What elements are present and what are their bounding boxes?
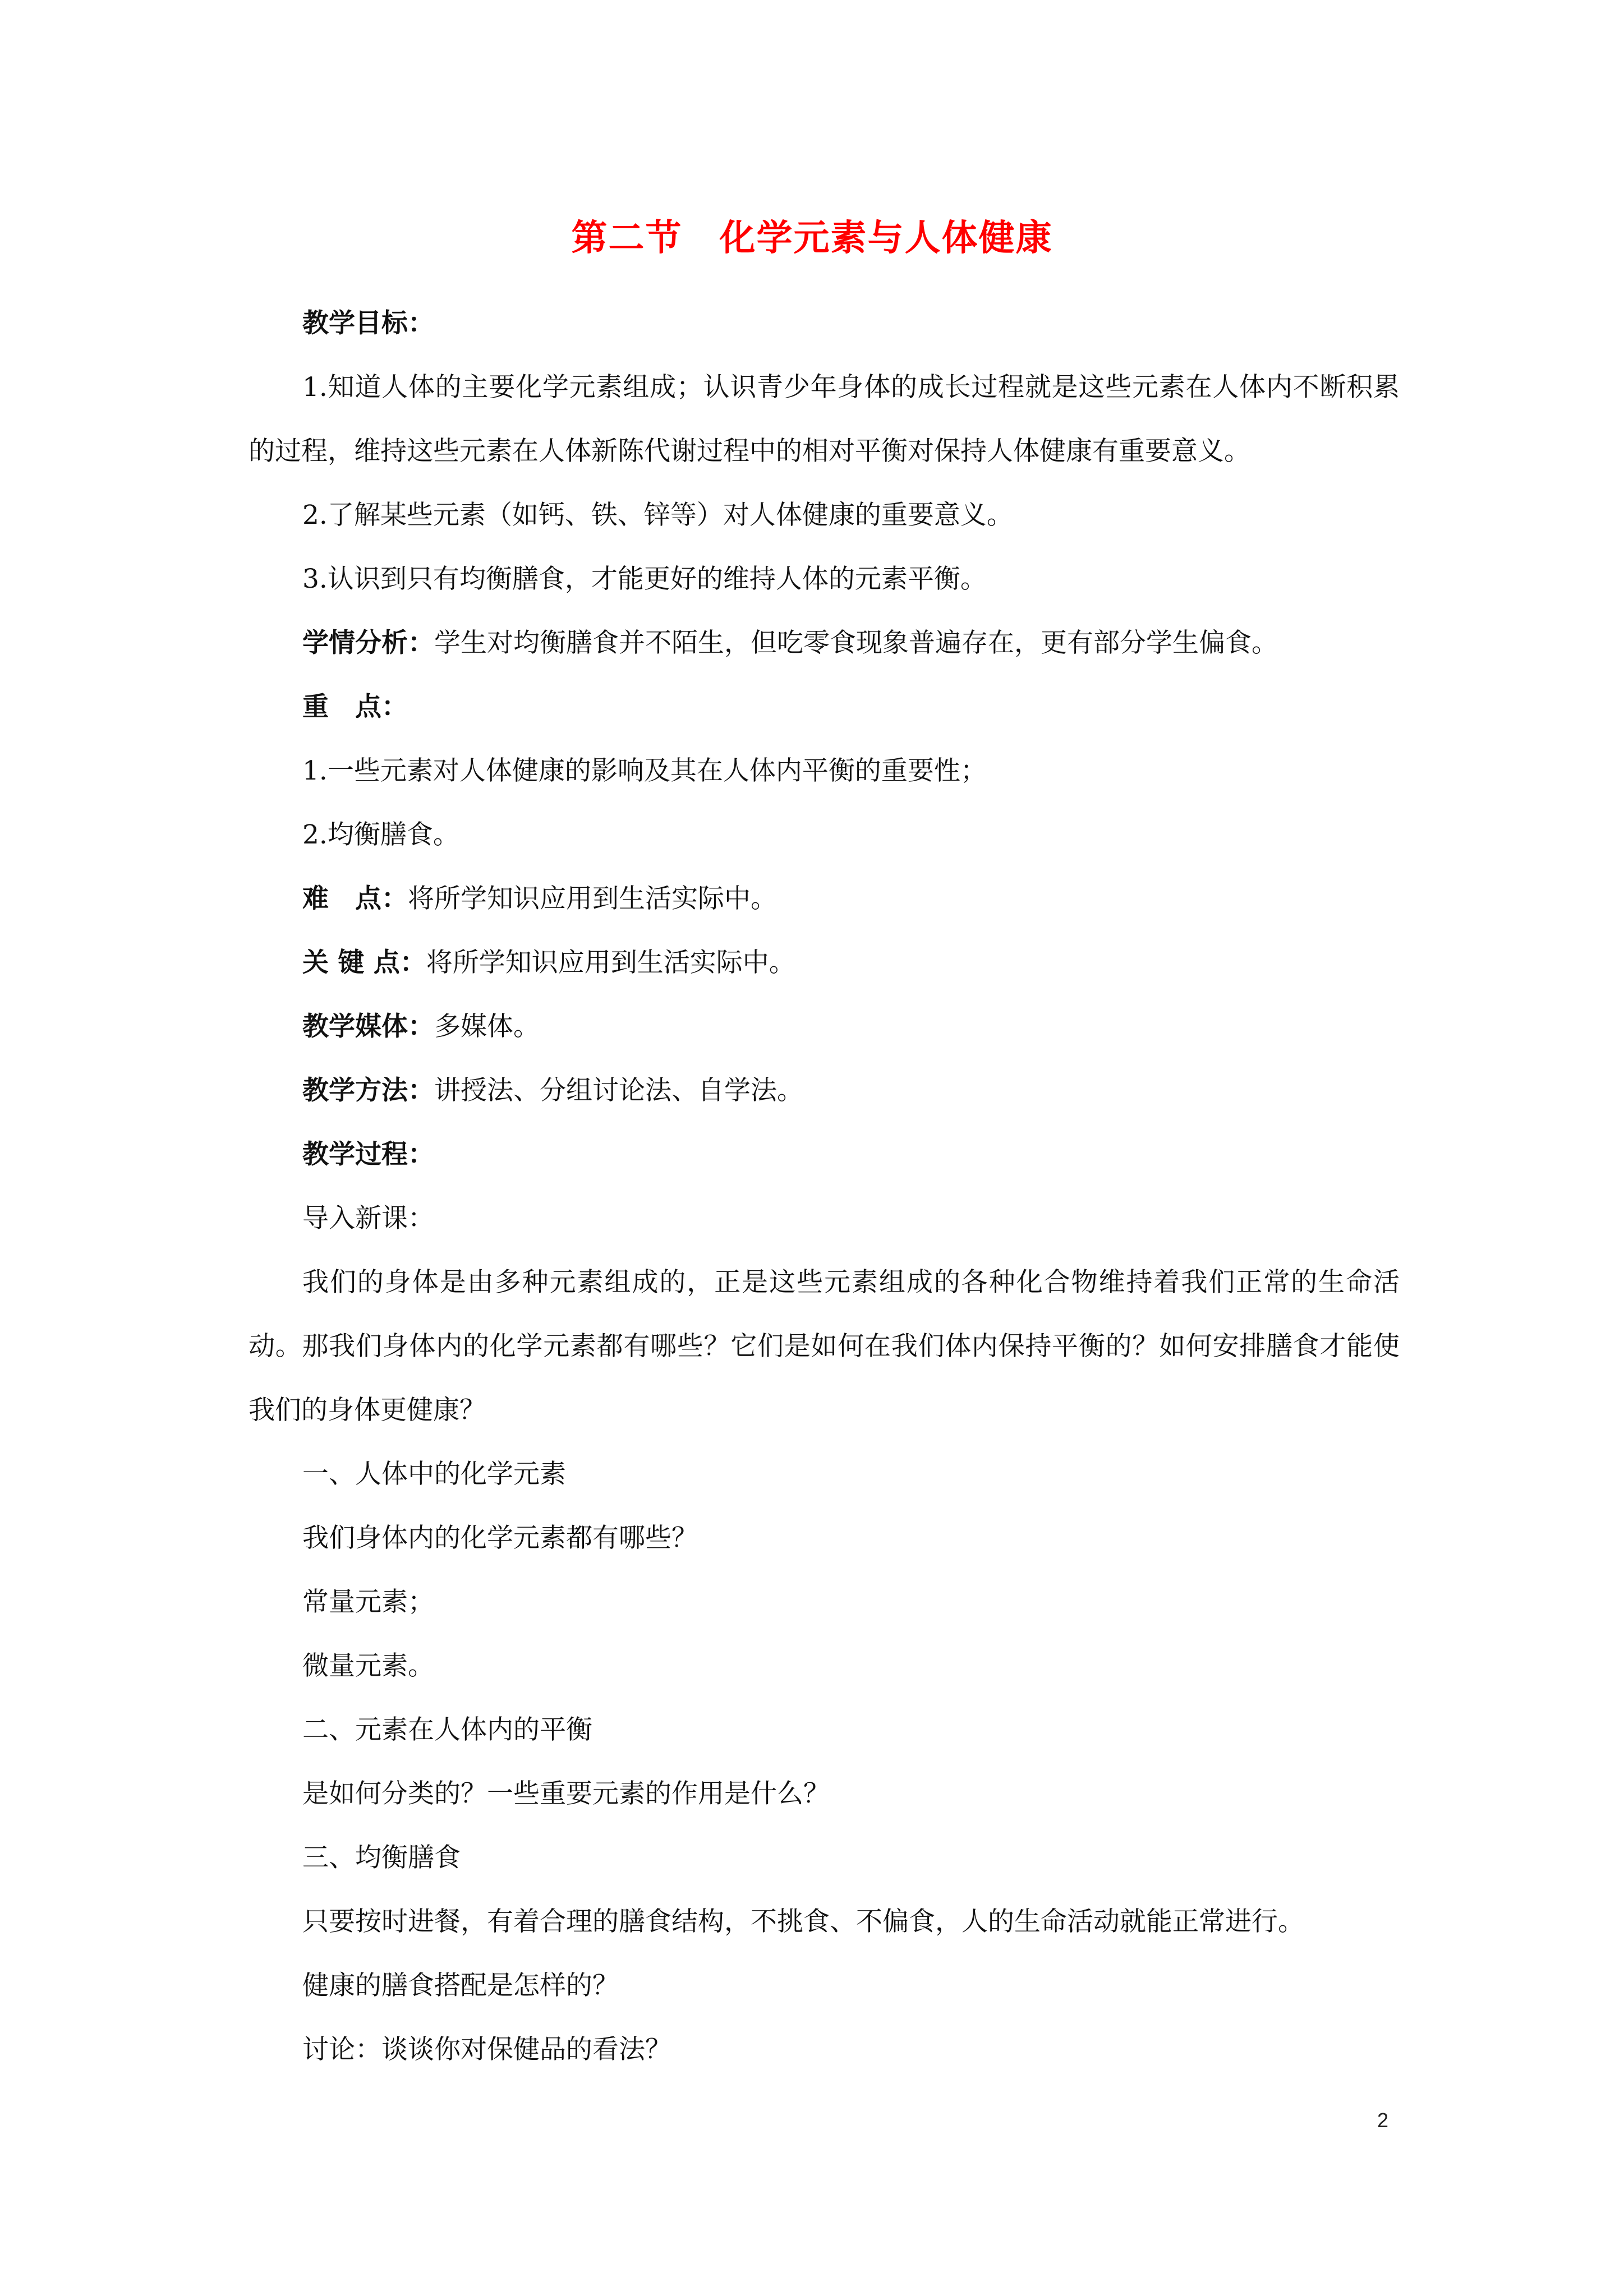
process-label: 教学过程： xyxy=(302,1139,434,1170)
part2-question: 是如何分类的？一些重要元素的作用是什么？ xyxy=(302,1778,830,1809)
critical-label: 关 键 点： xyxy=(302,947,426,978)
part1-item-1: 常量元素； xyxy=(302,1587,434,1617)
methods-label: 教学方法： xyxy=(302,1075,434,1106)
methods-line xyxy=(249,1059,1400,1123)
objectives-label: 教学目标： xyxy=(302,308,434,339)
difficulty-text: 将所学知识应用到生活实际中。 xyxy=(408,883,777,914)
part3-heading: 三、均衡膳食 xyxy=(302,1842,461,1873)
intro-heading: 导入新课： xyxy=(302,1203,434,1234)
media-line xyxy=(249,995,1400,1059)
key-heading xyxy=(249,675,1400,739)
difficulty-label: 难 点： xyxy=(302,883,408,914)
key-2: 2.均衡膳食。 xyxy=(302,819,459,850)
key-label: 重 点： xyxy=(302,691,408,722)
objective-2: 2.了解某些元素（如钙、铁、锌等）对人体健康的重要意义。 xyxy=(302,500,1013,531)
key-1: 1.一些元素对人体健康的影响及其在人体内平衡的重要性； xyxy=(302,755,987,786)
analysis-text: 学生对均衡膳食并不陌生，但吃零食现象普遍存在，更有部分学生偏食。 xyxy=(434,628,1278,658)
part1-heading: 一、人体中的化学元素 xyxy=(302,1459,566,1490)
objective-3: 3.认识到只有均衡膳食，才能更好的维持人体的元素平衡。 xyxy=(302,564,987,594)
intro-text: 我们的身体是由多种元素组成的，正是这些元素组成的各种化合物维持着我们正常的生命活动。那我们身体内的化学元素都有哪些？它们是如何在我们体内保持平衡的？如何安排膳食才能使我们的身体更健康？ xyxy=(249,1267,1400,1426)
part3-question: 健康的膳食搭配是怎样的？ xyxy=(302,1970,619,2001)
document-body xyxy=(249,292,1400,2082)
part2-heading: 二、元素在人体内的平衡 xyxy=(302,1714,592,1745)
process-heading xyxy=(249,1123,1400,1187)
page-number: 2 xyxy=(1377,2109,1388,2132)
part3-text: 只要按时进餐，有着合理的膳食结构，不挑食、不偏食，人的生命活动就能正常进行。 xyxy=(302,1906,1304,1937)
part1-item-2: 微量元素。 xyxy=(302,1650,434,1681)
analysis-label: 学情分析： xyxy=(302,628,434,658)
objective-1: 1.知道人体的主要化学元素组成；认识青少年身体的成长过程就是这些元素在人体内不断积累的过程，维持这些元素在人体新陈代谢过程中的相对平衡对保持人体健康有重要意义。 xyxy=(249,372,1400,467)
critical-text: 将所学知识应用到生活实际中。 xyxy=(426,947,795,978)
difficulty-line xyxy=(249,867,1400,931)
media-label: 教学媒体： xyxy=(302,1011,434,1042)
part1-question: 我们身体内的化学元素都有哪些？ xyxy=(302,1523,698,1553)
analysis-line xyxy=(249,611,1400,675)
objectives-heading xyxy=(249,292,1400,356)
methods-text: 讲授法、分组讨论法、自学法。 xyxy=(434,1075,803,1106)
media-text: 多媒体。 xyxy=(434,1011,540,1042)
discussion-line: 讨论：谈谈你对保健品的看法？ xyxy=(302,2034,671,2065)
critical-line xyxy=(249,931,1400,995)
document-title: 第二节 化学元素与人体健康 xyxy=(571,218,1053,259)
